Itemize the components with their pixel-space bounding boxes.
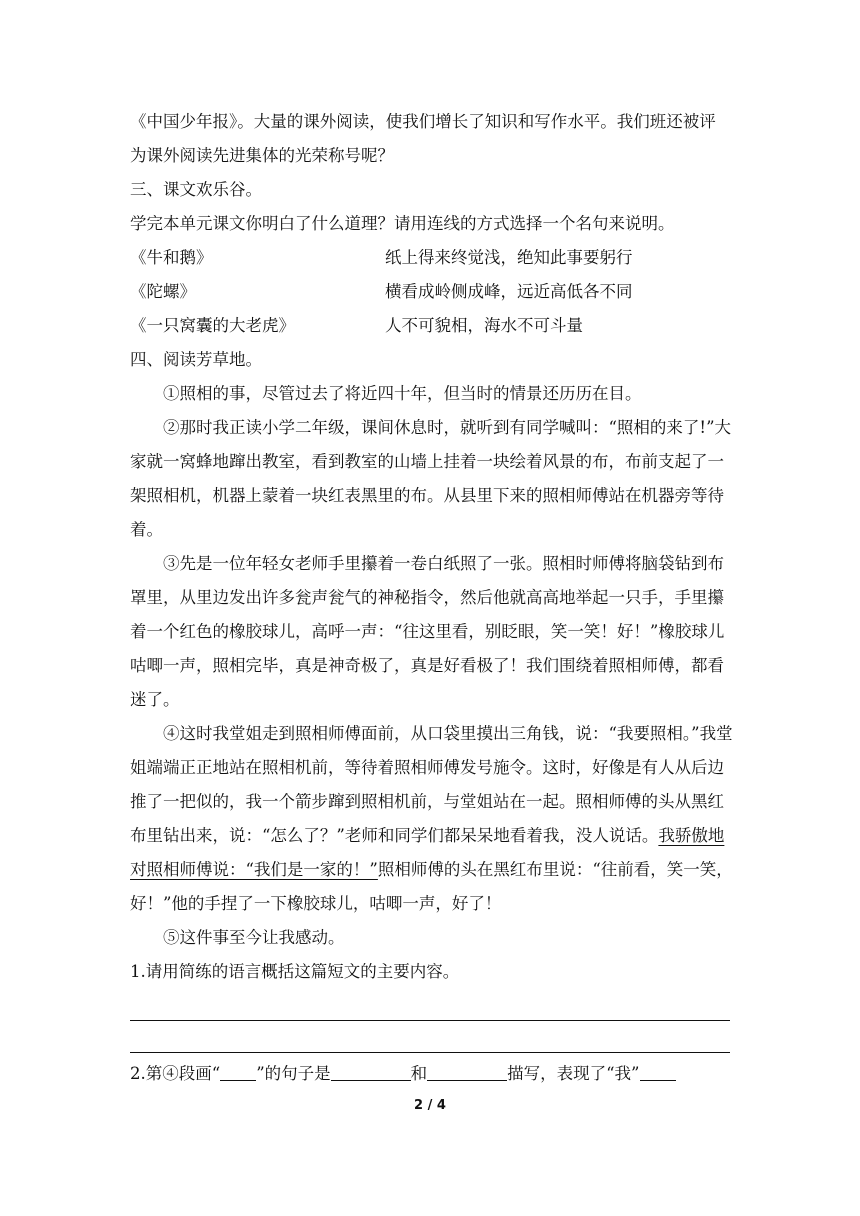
answer-line-1[interactable] (130, 989, 730, 1021)
q2-text-3: 和 (410, 1064, 428, 1083)
section3-instruction: 学完本单元课文你明白了什么道理？请用连线的方式选择一个名句来说明。 (130, 214, 675, 233)
q2-blank-3[interactable] (640, 1064, 676, 1082)
match-left-2: 《陀螺》 (130, 282, 196, 301)
paragraph-4-before: ④这时我堂姐走到照相师傅面前，从口袋里摸出三角钱，说：“我要照相。”我堂姐端端正正地站在照相机前，等待着照相师傅发号施令。这时，好像是有人从后边推了一把似的，我一个箭步蹿到照相机前，与堂姐站在一起。照相师傅的头从黑红布里钻出来，说：“怎么了？”老师和同学们都呆呆地看着我，没人说话。 (130, 724, 733, 845)
match-right-1: 纸上得来终觉浅，绝知此事要躬行 (385, 248, 633, 267)
match-right-3: 人不可貌相，海水不可斗量 (385, 316, 583, 335)
underlined-sentence: 我骄傲地对照相师傅说：“我们是一家的！” (130, 826, 725, 879)
match-row-1 (130, 241, 735, 275)
q2-blank-2[interactable] (427, 1064, 507, 1082)
section4-heading: 四、阅读芳草地。 (130, 350, 262, 369)
question-1: 1.请用简练的语言概括这篇短文的主要内容。 (130, 962, 460, 981)
reading-paragraph-1: ①照相的事，尽管过去了将近四十年，但当时的情景还历历在目。 (163, 384, 642, 403)
page-number: 2 / 4 (414, 1098, 446, 1113)
question-2 (130, 1057, 735, 1091)
match-row-3 (130, 309, 735, 343)
section3-heading: 三、课文欢乐谷。 (130, 180, 262, 199)
intro-line-1: 《中国少年报》。大量的课外阅读，使我们增长了知识和写作水平。我们班还被评 (130, 112, 716, 131)
q2-text-1: 2.第④段画“ (130, 1064, 221, 1083)
q2-underline-sample (220, 1064, 256, 1082)
q2-text-4: 描写，表现了“我” (507, 1064, 640, 1083)
q2-text-2: ”的句子是 (256, 1064, 331, 1083)
reading-paragraph-5: ⑤这件事至今让我感动。 (163, 928, 345, 947)
reading-paragraph-3: ③先是一位年轻女老师手里攥着一卷白纸照了一张。照相时师傅将脑袋钻到布罩里，从里边发出许多瓮声瓮气的神秘指令，然后他就高高地举起一只手，手里攥着一个红色的橡胶球儿，高呼一声：“往这里看，别眨眼，笑一笑！好！”橡胶球儿咕唧一声，照相完毕，真是神奇极了，真是好看极了！我们围绕着照相师傅，都看迷了。 (130, 554, 725, 709)
page-content (130, 105, 735, 1091)
intro-line-2: 为课外阅读先进集体的光荣称号呢？ (130, 146, 394, 165)
match-row-2 (130, 275, 735, 309)
match-right-2: 横看成岭侧成峰，远近高低各不同 (385, 282, 633, 301)
paragraph-4-after: 照相师傅的头在黑红布里说：“往前看，笑一笑，好！”他的手捏了一下橡胶球儿，咕唧一声，好了！ (130, 860, 733, 913)
match-left-3: 《一只窝囊的大老虎》 (130, 316, 295, 335)
reading-paragraph-2: ②那时我正读小学二年级，课间休息时，就听到有同学喊叫：“照相的来了!”大家就一窝蜂地蹿出教室，看到教室的山墙上挂着一块绘着风景的布，布前支起了一架照相机，机器上蒙着一块红表黑里的布。从县里下来的照相师傅站在机器旁等待着。 (130, 418, 732, 539)
reading-paragraph-4 (130, 717, 735, 921)
match-left-1: 《牛和鹅》 (130, 248, 213, 267)
q2-blank-1[interactable] (331, 1064, 411, 1082)
answer-line-2[interactable] (130, 1021, 730, 1053)
